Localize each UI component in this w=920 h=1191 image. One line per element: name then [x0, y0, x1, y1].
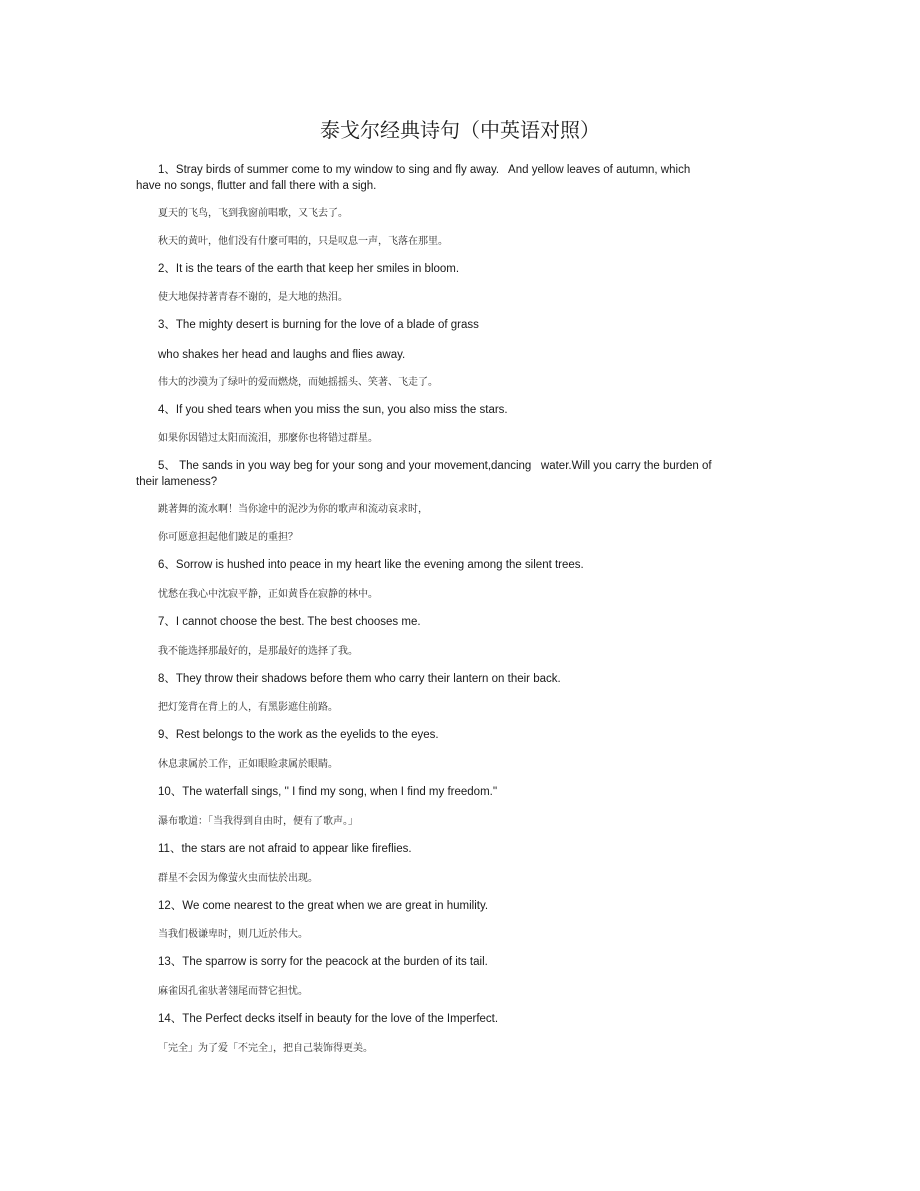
translation-line: 休息隶属於工作，正如眼睑隶属於眼睛。 [158, 759, 338, 770]
translation-line: 麻雀因孔雀驮著翎尾而替它担忧。 [158, 986, 308, 997]
translation-line: 把灯笼背在背上的人，有黑影遮住前路。 [158, 702, 338, 713]
translation-line: 伟大的沙漠为了绿叶的爱而燃烧，而她摇摇头、笑著、飞走了。 [158, 377, 438, 388]
poem-line: who shakes her head and laughs and flies away. [158, 349, 406, 361]
poem-line: 2、It is the tears of the earth that keep her smiles in bloom. [158, 263, 460, 275]
translation-line: 夏天的飞鸟，飞到我窗前唱歌，又飞去了。 [158, 208, 348, 219]
poem-line: 10、The waterfall sings, '' I find my song, when I find my freedom.'' [158, 786, 498, 798]
translation-line: 群星不会因为像萤火虫而怯於出现。 [158, 873, 318, 884]
poem-line: 14、The Perfect decks itself in beauty for the love of the Imperfect. [158, 1013, 499, 1025]
poem-line: 8、They throw their shadows before them who carry their lantern on their back. [158, 673, 561, 685]
translation-line: 跳著舞的流水啊！当你途中的泥沙为你的歌声和流动哀求时， [158, 504, 428, 515]
poem-line: 7、I cannot choose the best. The best chooses me. [158, 616, 421, 628]
translation-line: 「完全」为了爱「不完全」，把自己装饰得更美。 [158, 1043, 373, 1054]
translation-line: 如果你因错过太阳而流泪，那麼你也将错过群星。 [158, 433, 378, 444]
translation-line: 瀑布歌道：「当我得到自由时，便有了歌声。」 [158, 816, 358, 827]
poem-line: 13、The sparrow is sorry for the peacock at the burden of its tail. [158, 956, 488, 968]
translation-line: 使大地保持著青春不谢的，是大地的热泪。 [158, 292, 348, 303]
poem-line: 9、Rest belongs to the work as the eyelids to the eyes. [158, 729, 439, 741]
poem-line: 4、If you shed tears when you miss the sun, you also miss the stars. [158, 404, 508, 416]
translation-line: 你可愿意担起他们跛足的重担？ [158, 532, 298, 543]
poem-line: 6、Sorrow is hushed into peace in my heart like the evening among the silent trees. [158, 559, 584, 571]
poem-line: 1、Stray birds of summer come to my window to sing and fly away. And yellow leaves of autumn, which [158, 164, 691, 176]
translation-line: 秋天的黄叶，他们没有什麼可唱的，只是叹息一声，飞落在那里。 [158, 236, 448, 247]
translation-line: 忧愁在我心中沈寂平静，正如黄昏在寂静的林中。 [158, 589, 378, 600]
poem-line: 3、The mighty desert is burning for the love of a blade of grass [158, 319, 479, 331]
translation-line: 当我们极谦卑时，则几近於伟大。 [158, 929, 308, 940]
poem-line: their lameness? [136, 476, 218, 488]
poem-line: 5、 The sands in you way beg for your song and your movement,dancing water.Will you carry the burden of [158, 460, 712, 472]
poem-line: 11、the stars are not afraid to appear like fireflies. [158, 843, 412, 855]
poem-line: 12、We come nearest to the great when we are great in humility. [158, 900, 489, 912]
poem-line: have no songs, flutter and fall there with a sigh. [136, 180, 377, 192]
translation-line: 我不能选择那最好的，是那最好的选择了我。 [158, 646, 358, 657]
document-title: 泰戈尔经典诗句（中英语对照） [320, 118, 600, 142]
